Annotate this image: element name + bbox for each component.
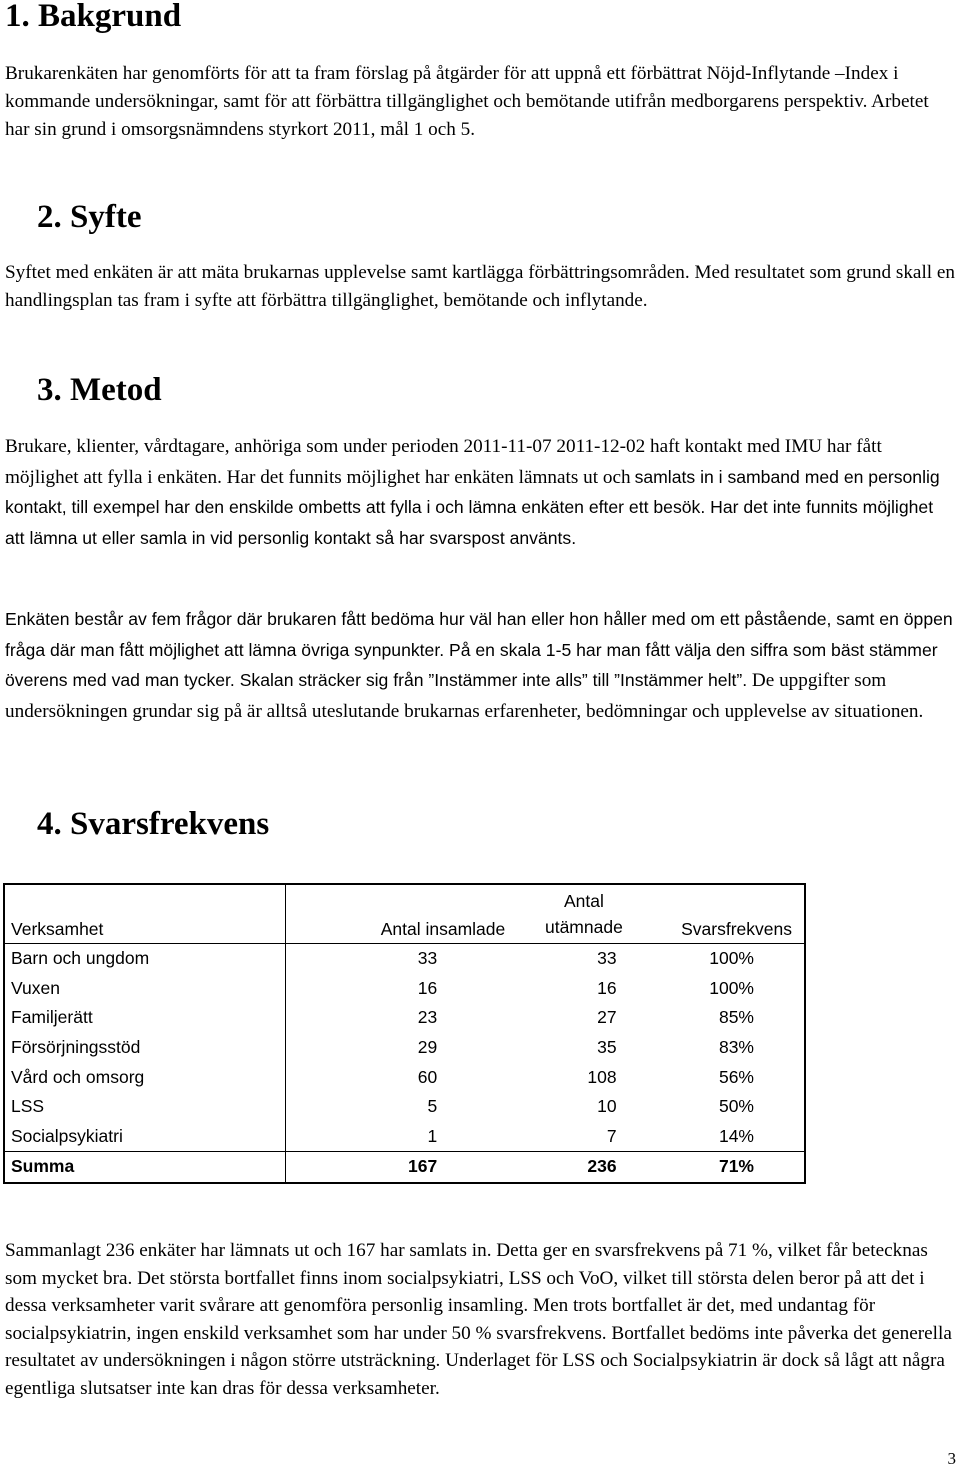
cell-verksamhet: LSS (4, 1092, 286, 1122)
table-row (4, 1003, 805, 1033)
paragraph-bakgrund: Brukarenkäten har genomförts för att ta fram förslag på åtgärder för att uppnå ett förbättrat Nöjd-Inflytande –Index i kommande undersökningar, samt för att förbättra tillgänglighet och bemötande utifrån medborgarens perspektiv. Arbetet har sin grund i omsorgsnämndens styrkort 2011, mål 1 och 5. (5, 63, 929, 140)
table-row (4, 1122, 805, 1152)
header-svarsfrekvens: Svarsfrekvens (647, 884, 805, 944)
paragraph-metod-1 (5, 432, 955, 554)
cell-svarsfrekvens: 85% (718, 1007, 754, 1028)
table-row (4, 1033, 805, 1063)
cell-svarsfrekvens: 14% (718, 1125, 754, 1146)
cell-svarsfrekvens: 100% (709, 948, 754, 969)
cell-svarsfrekvens: 83% (718, 1037, 754, 1058)
table-row (4, 1092, 805, 1122)
cell-verksamhet: Barn och ungdom (4, 944, 286, 974)
metod-p1-sans: samlats in i samband med en personlig kontakt, till exempel har den enskilde ombetts att fylla i och lämna enkäten efter ett besök. Har det inte funnits möjlighet att lämna ut eller samla in vid personlig kontakt så har svarspost använts. (5, 466, 940, 548)
cell-verksamhet: Vuxen (4, 974, 286, 1004)
header-antal-insamlade: Antal insamlade (286, 884, 522, 944)
paragraph-metod-2 (5, 605, 955, 727)
cell-utamnade: 27 (597, 1007, 617, 1028)
cell-insamlade: 1 (427, 1125, 438, 1146)
heading-syfte: 2. Syfte (37, 199, 142, 235)
table-header-row (4, 884, 805, 944)
cell-insamlade: 33 (417, 948, 438, 969)
cell-summa-svarsfrekvens: 71% (647, 1152, 805, 1183)
table-row (4, 944, 805, 974)
paragraph-syfte: Syftet med enkäten är att mäta brukarnas upplevelse samt kartlägga förbättringsområden. Med resultatet som grund skall en handlingsplan tas fram i syfte att förbättra tillgänglighet, bemötande och inflytande. (5, 262, 956, 311)
cell-summa-utamnade: 236 (521, 1152, 646, 1183)
heading-bakgrund: 1. Bakgrund (5, 0, 182, 34)
cell-utamnade: 35 (597, 1037, 617, 1058)
metod-p2-sans: Enkäten består av fem frågor där brukaren fått bedöma hur väl han eller hon håller med om ett påstående, samt en öppen fråga där man fått möjlighet att lämna övriga synpunkter. På en skala 1-5 har man fått välja den siffra som bäst stämmer överens med vad man tycker. Skalan sträcker sig från ”Instämmer inte alls” till ”Instämmer helt”. (5, 609, 953, 690)
header-verksamhet: Verksamhet (4, 884, 286, 944)
cell-svarsfrekvens: 50% (718, 1096, 754, 1117)
cell-insamlade: 5 (427, 1096, 438, 1117)
metod-p1-serif: Brukare, klienter, vårdtagare, anhöriga som under perioden 2011-11-07 2011-12-02 haft kontakt med IMU har fått möjlighet att fylla i enkäten. Har det funnits möjlighet har enkäten lämnats ut och (5, 436, 882, 488)
cell-svarsfrekvens: 56% (718, 1066, 754, 1087)
cell-utamnade: 33 (597, 948, 617, 969)
cell-verksamhet: Familjerätt (4, 1003, 286, 1033)
cell-insamlade: 23 (417, 1007, 438, 1028)
heading-metod: 3. Metod (37, 372, 162, 408)
cell-svarsfrekvens: 100% (709, 977, 754, 998)
cell-insamlade: 29 (417, 1037, 438, 1058)
table-row (4, 1062, 805, 1092)
table-row (4, 974, 805, 1004)
cell-utamnade: 108 (587, 1066, 617, 1087)
cell-utamnade: 7 (606, 1125, 617, 1146)
cell-utamnade: 10 (597, 1096, 617, 1117)
cell-verksamhet: Socialpsykiatri (4, 1122, 286, 1152)
table-total-row (4, 1152, 805, 1183)
cell-summa-insamlade: 167 (286, 1152, 522, 1183)
heading-svarsfrekvens: 4. Svarsfrekvens (37, 806, 270, 842)
cell-insamlade: 60 (417, 1066, 438, 1087)
metod-p2-serif: De uppgifter som undersökningen grundar sig på är alltså uteslutande brukarnas erfarenheter, bedömningar och upplevelse av situationen. (5, 670, 924, 722)
svarsfrekvens-table (3, 883, 806, 1184)
header-antal-utamnade: Antal utämnade (521, 884, 646, 944)
cell-summa-label: Summa (4, 1152, 286, 1183)
cell-verksamhet: Försörjningsstöd (4, 1033, 286, 1063)
cell-insamlade: 16 (417, 977, 438, 998)
cell-utamnade: 16 (597, 977, 617, 998)
page-number: 3 (947, 1449, 956, 1468)
paragraph-svarsfrekvens: Sammanlagt 236 enkäter har lämnats ut och 167 har samlats in. Detta ger en svarsfrekvens på 71 %, vilket får betecknas som mycket bra. Det största bortfallet finns inom socialpsykiatri, LSS och VoO, vilket till största delen beror på att det i dessa verksamheter varit svårare att genomföra personlig insamling. Men trots bortfallet är det, med undantag för socialpsykiatrin, ingen enskild verksamhet som har under 50 % svarsfrekvens. Bortfallet bedöms inte påverka det generella resultatet av undersökningen i någon större utsträckning. Underlaget för LSS och Socialpsykiatrin är dock så lågt att några egentliga slutsatser inte kan dras för dessa verksamheter. (5, 1240, 952, 1399)
cell-verksamhet: Vård och omsorg (4, 1062, 286, 1092)
